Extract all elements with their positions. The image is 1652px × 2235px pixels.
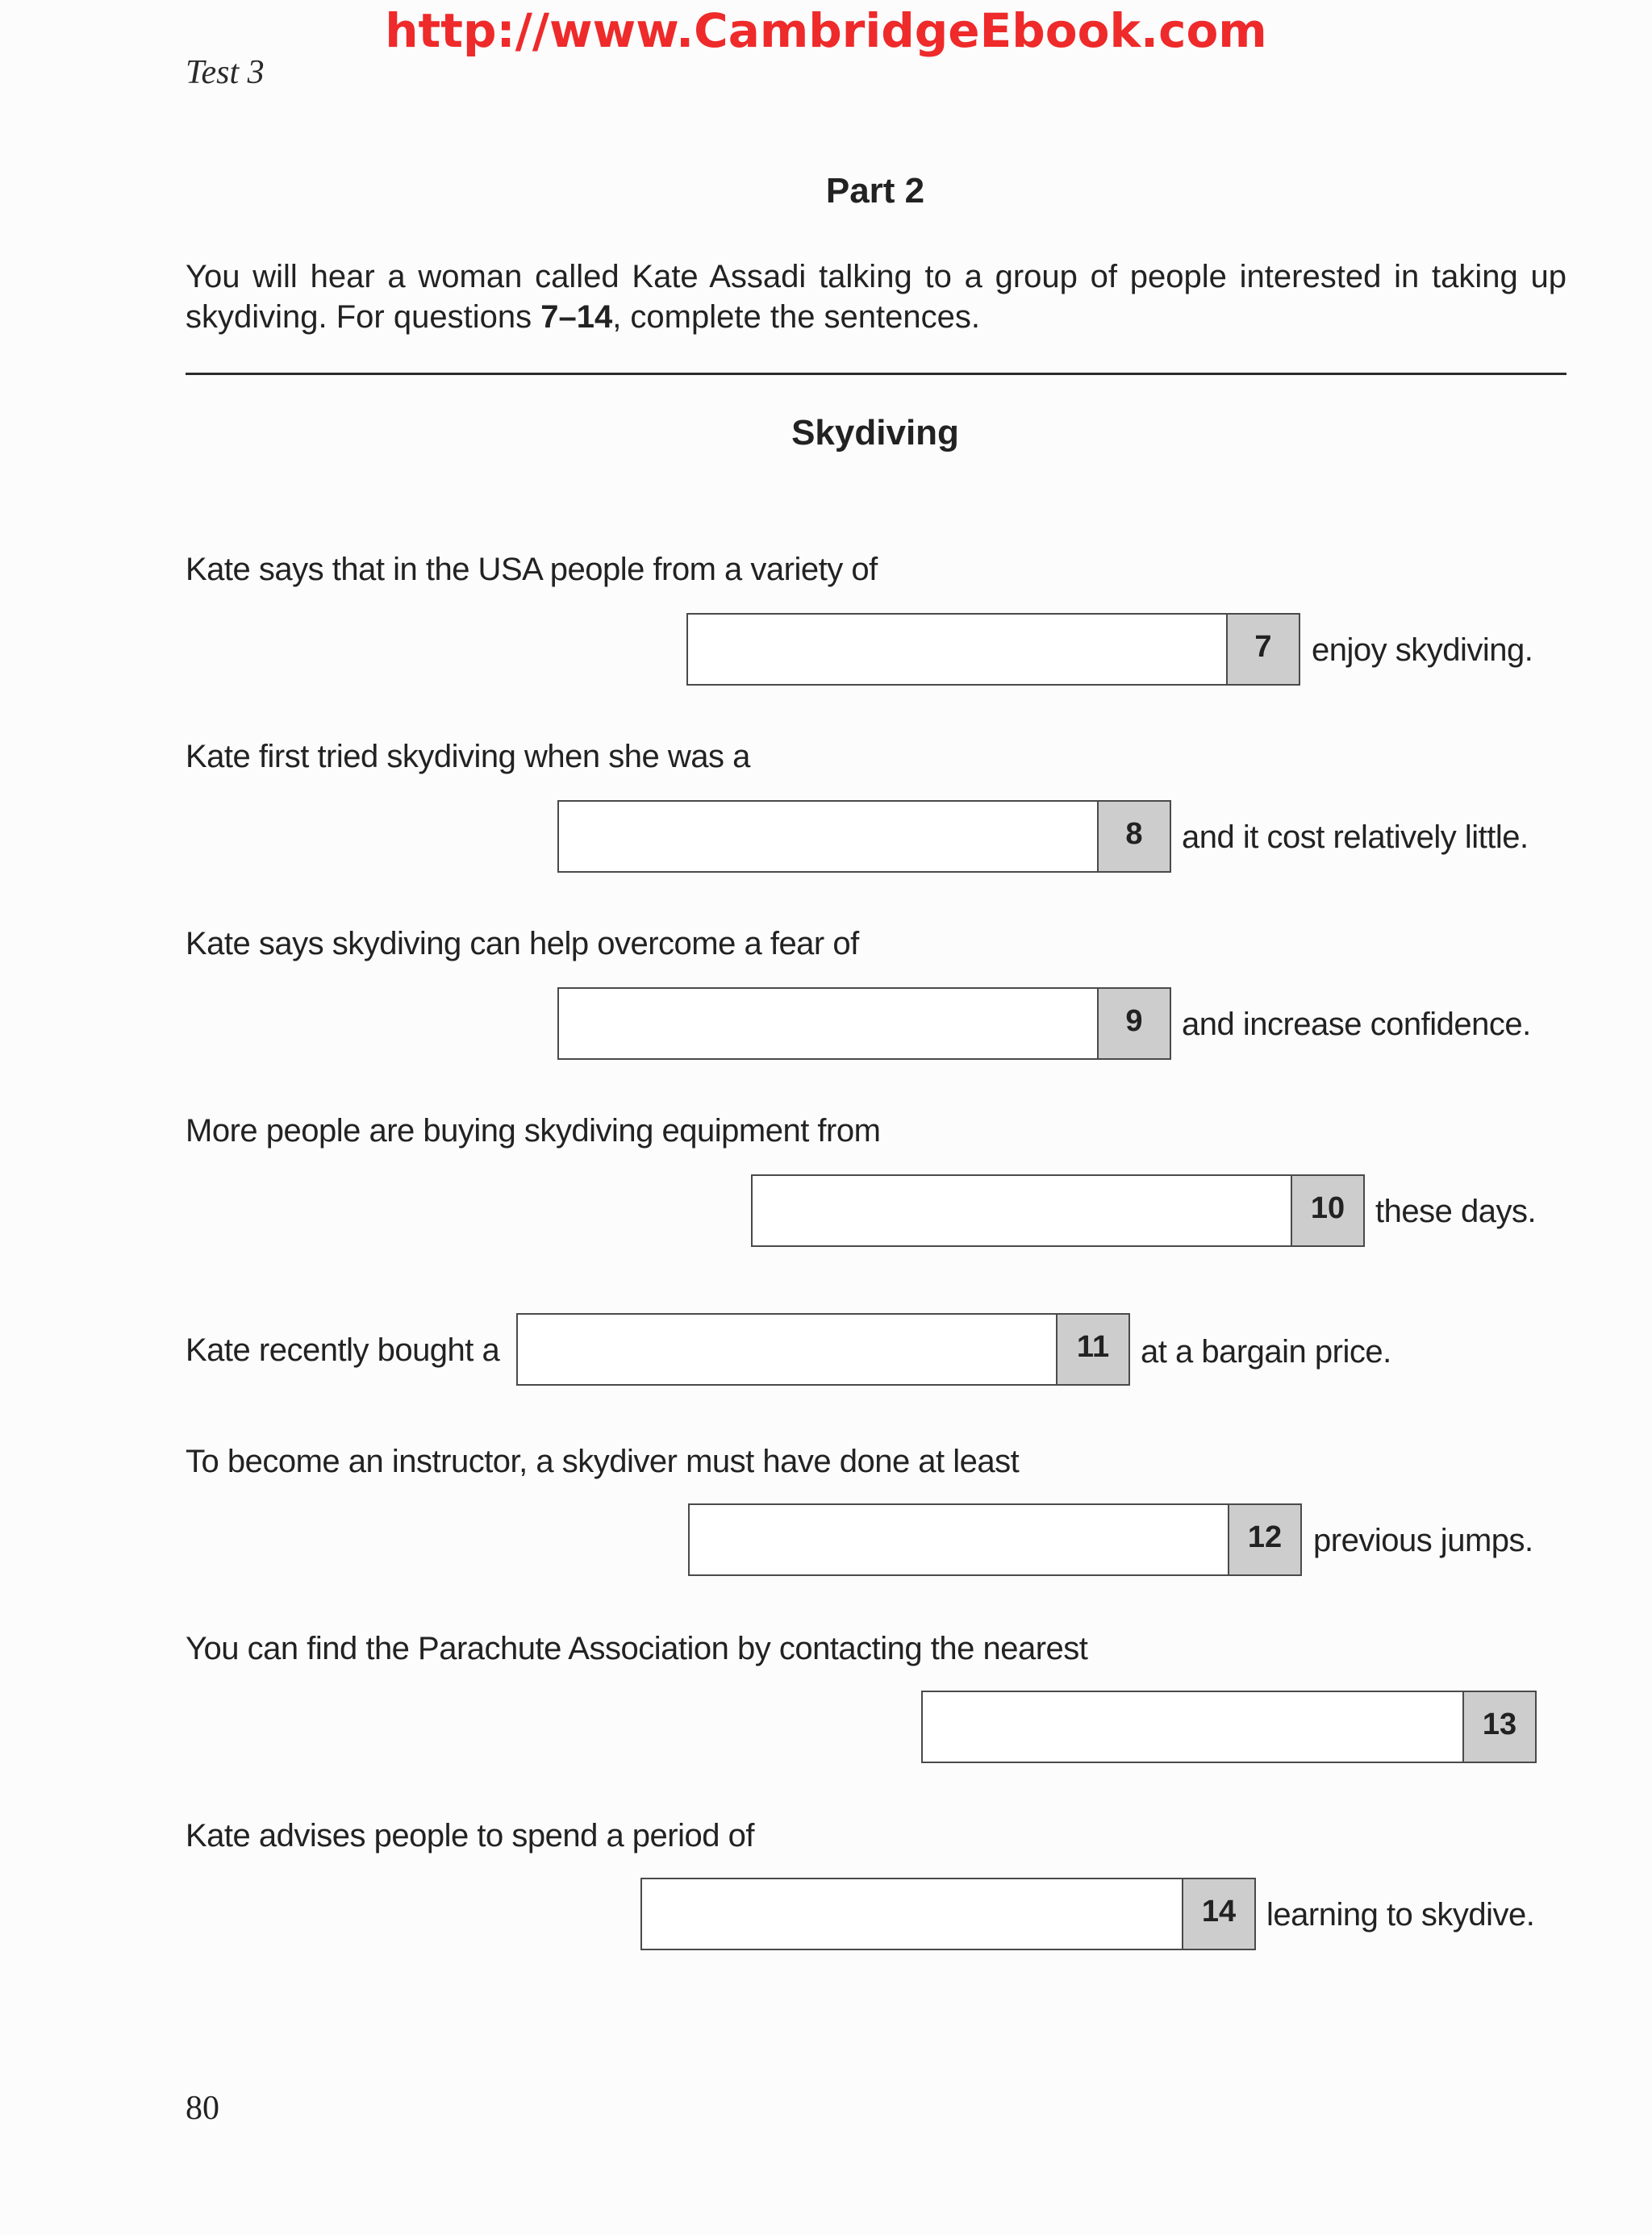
question-number-10: 10 (1291, 1176, 1363, 1245)
question-range: 7–14 (540, 299, 613, 335)
question-number-12: 12 (1228, 1505, 1300, 1574)
question-prompt-7: Kate says that in the USA people from a variety of (186, 552, 878, 587)
question-continuation-14: learning to skydive. (1266, 1897, 1535, 1933)
instructions-text-end: , complete the sentences. (612, 299, 981, 335)
answer-box-8[interactable] (557, 800, 1171, 873)
instructions (186, 256, 1566, 337)
question-continuation-10: these days. (1375, 1194, 1537, 1229)
question-number-14: 14 (1182, 1879, 1254, 1949)
question-continuation-11: at a bargain price. (1141, 1334, 1391, 1370)
watermark-url: http://www.CambridgeEbook.com (385, 3, 1267, 58)
question-continuation-12: previous jumps. (1313, 1523, 1533, 1558)
answer-box-12[interactable] (688, 1503, 1302, 1576)
answer-box-11[interactable] (516, 1313, 1130, 1386)
question-prompt-11: Kate recently bought a (186, 1332, 500, 1368)
instructions-text: You will hear a woman called Kate Assadi talking to a group of people interested in taking up skydiving. For questions (186, 259, 1566, 335)
question-number-8: 8 (1097, 802, 1170, 871)
answer-box-13[interactable] (921, 1691, 1537, 1763)
question-number-13: 13 (1462, 1692, 1535, 1762)
question-prompt-8: Kate first tried skydiving when she was a (186, 739, 750, 774)
question-number-11: 11 (1056, 1315, 1128, 1384)
question-continuation-7: enjoy skydiving. (1312, 632, 1533, 668)
test-label: Test 3 (186, 54, 265, 91)
answer-box-14[interactable] (640, 1878, 1256, 1950)
divider (186, 373, 1566, 375)
question-prompt-12: To become an instructor, a skydiver must have done at least (186, 1444, 1020, 1479)
question-number-7: 7 (1226, 615, 1299, 684)
answer-box-9[interactable] (557, 987, 1171, 1060)
part-title: Part 2 (825, 171, 925, 211)
question-prompt-10: More people are buying skydiving equipment from (186, 1113, 881, 1149)
section-title: Skydiving (791, 413, 959, 452)
question-prompt-14: Kate advises people to spend a period of (186, 1818, 754, 1853)
question-prompt-9: Kate says skydiving can help overcome a fear of (186, 926, 859, 961)
question-number-9: 9 (1097, 989, 1170, 1058)
question-prompt-13: You can find the Parachute Association by contacting the nearest (186, 1631, 1088, 1666)
answer-box-10[interactable] (751, 1174, 1365, 1247)
answer-box-7[interactable] (686, 613, 1300, 686)
question-continuation-9: and increase confidence. (1182, 1007, 1531, 1042)
question-continuation-8: and it cost relatively little. (1182, 819, 1529, 855)
page-number: 80 (186, 2090, 219, 2127)
